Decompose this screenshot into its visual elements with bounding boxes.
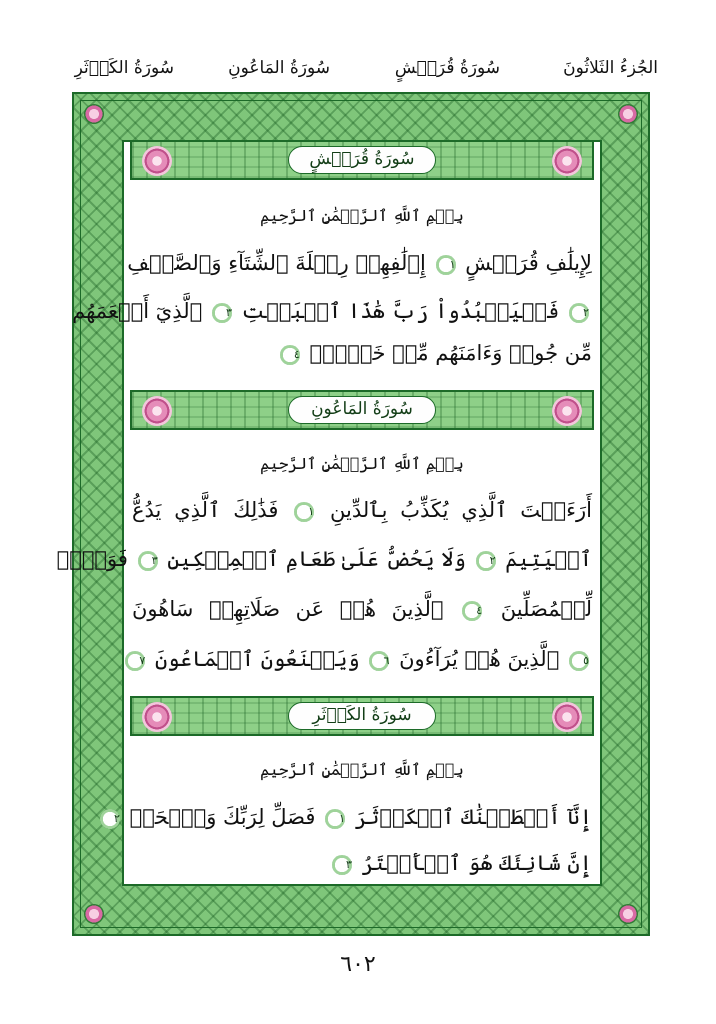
header-surah-maun: سُورَةُ المَاعُونِ [228,58,330,78]
corner-rose-icon [618,904,638,924]
rose-ornament-icon [142,702,172,732]
verse-text: فَذَٰلِكَ ٱلَّذِي يَدُعُّ [132,498,279,522]
ayah-number-marker: ١ [436,255,456,275]
basmala: بِسۡمِ ٱللَّهِ ٱلرَّحۡمَٰنِ ٱلرَّحِيمِ [260,760,464,779]
ayah-number-marker: ٢ [100,809,120,829]
verse-text: ٱلَّذِيٓ أَطۡعَمَهُم [72,299,203,323]
verse-text: أَرَءَيۡتَ ٱلَّذِي يُكَذِّبُ بِٱلدِّينِ [330,498,592,522]
verse-line [72,296,592,326]
verse-line [56,544,592,574]
verse-line [132,495,592,525]
rose-ornament-icon [142,396,172,426]
verse-line [132,338,592,368]
ayah-number-marker: ٣ [212,303,232,323]
ayah-number-marker: ٤ [280,345,300,365]
verse-text: إِۦلَٰفِهِمۡ رِحۡلَةَ ٱلشِّتَآءِ وَٱلصَّيۡفِ [127,251,426,275]
header-surah-kawthar: سُورَةُ الكَوۡثَرِ [74,58,174,78]
verse-text: فَصَلِّ لِرَبِّكَ وَٱنۡحَرۡ [129,805,316,829]
verse-line [132,644,592,674]
verse-text: وَلَا يَحُضُّ عَلَىٰ طَعَامِ ٱلۡمِسۡكِينِ [167,547,466,571]
verse-text: لِإِيلَٰفِ قُرَيۡشٍ [465,251,592,275]
ayah-number-marker: ١ [325,809,345,829]
rose-ornament-icon [552,146,582,176]
verse-text: مِّن جُوعٖ وَءَامَنَهُم مِّنۡ خَوۡفِۭ [309,341,592,365]
ayah-number-marker: ٣ [138,551,158,571]
page-header [60,54,660,88]
ayah-number-marker: ٢ [476,551,496,571]
ayah-number-marker: ٧ [125,651,145,671]
ayah-number-marker: ٣ [332,855,352,875]
corner-rose-icon [618,104,638,124]
ayah-number-marker: ٥ [569,651,589,671]
surah-banner-quraysh [130,140,594,180]
rose-ornament-icon [552,702,582,732]
verse-line [127,248,592,278]
surah-title: سُورَةُ الكَوۡثَرِ [288,702,436,730]
surah-title: سُورَةُ قُرَيۡشٍ [288,146,436,174]
corner-rose-icon [84,104,104,124]
ayah-number-marker: ٢ [569,303,589,323]
verse-text: فَلۡيَعۡبُدُواْ رَبَّ هَٰذَا ٱلۡبَيۡتِ [241,299,560,323]
verse-text: وَيَمۡنَعُونَ ٱلۡمَاعُونَ [155,647,360,671]
surah-banner-maun [130,390,594,430]
page-number: ٦٠٢ [340,952,376,977]
ayah-number-marker: ٤ [462,601,482,621]
verse-text: ٱلۡيَتِيمَ [505,547,592,571]
verse-text: إِنَّ شَانِئَكَ هُوَ ٱلۡأَبۡتَرُ [361,851,592,875]
verse-text: ٱلَّذِينَ هُمۡ يُرَآءُونَ [399,647,560,671]
verse-text: ٱلَّذِينَ هُمۡ عَن صَلَاتِهِمۡ سَاهُونَ [132,597,444,621]
corner-rose-icon [84,904,104,924]
rose-ornament-icon [142,146,172,176]
verse-text: لِّلۡمُصَلِّينَ [500,597,593,621]
surah-banner-kawthar [130,696,594,736]
basmala: بِسۡمِ ٱللَّهِ ٱلرَّحۡمَٰنِ ٱلرَّحِيمِ [260,454,464,473]
verse-text: فَوَيۡلٞ [56,547,128,571]
verse-text: إِنَّآ أَعۡطَيۡنَٰكَ ٱلۡكَوۡثَرَ [354,805,592,829]
verse-line [132,594,592,624]
ayah-number-marker: ٦ [369,651,389,671]
surah-title: سُورَةُ المَاعُونِ [288,396,436,424]
juz-label: الجُزءُ الثَلاثُونَ [563,58,658,78]
verse-line [132,848,592,878]
ayah-number-marker: ١ [294,502,314,522]
basmala: بِسۡمِ ٱللَّهِ ٱلرَّحۡمَٰنِ ٱلرَّحِيمِ [260,206,464,225]
verse-line [114,802,592,832]
rose-ornament-icon [552,396,582,426]
header-surah-quraysh: سُورَةُ قُرَيۡشٍ [394,58,500,78]
